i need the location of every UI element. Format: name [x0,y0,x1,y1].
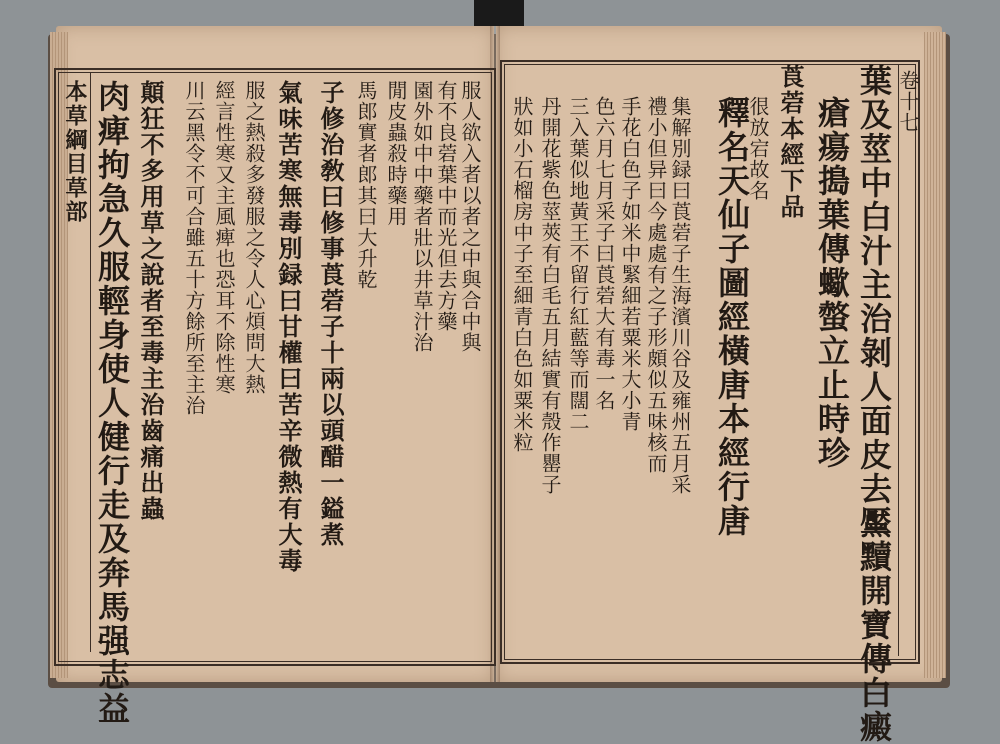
left-text-column: 馬郎實者郎其曰大升乾 [354,80,378,290]
right-margin-title: 卷十七 [896,70,920,133]
right-text-column: 葉及莖中白汁主治剝人面皮去黶黷開寶傳白癜 [855,64,893,744]
right-text-column: 很放宕故名 [746,96,770,201]
right-text-column: 三入葉似地黃王不留行紅藍等而闊二 [566,96,590,432]
left-margin-title: 本草綱目草部 [62,80,88,224]
right-text-column: 丹開花紫色莖莢有白毛五月結實有殼作罌子 [538,96,562,495]
right-text-column: 狀如小石榴房中子至細青白色如粟米粒 [510,96,534,453]
left-text-column: 有不良菪葉中而光但去方藥 [434,80,458,332]
right-text-column: 瘡瘍搗葉傳蠍螫立止時珍 [813,96,851,470]
left-text-column: 子修治敎曰修事莨菪子十兩以頭醋一鎰煮 [316,80,345,548]
right-text-column: 禮小但异曰今處處有之子形頗似五味核而 [644,96,668,474]
left-text-column: 經言性寒又主風痺也恐耳不除性寒 [212,80,236,395]
right-text-column: 集解別録曰莨菪子生海濱川谷及雍州五月采 [668,96,692,495]
right-text-column: 釋名天仙子圖經橫唐本經行唐 [713,96,751,538]
left-text-column: 服之熱殺多發服之令人心煩問大熱 [242,80,266,395]
right-margin-title-box [898,64,919,656]
left-text-column: 顛狂不多用草之說者至毒主治齒痛出蟲 [136,80,165,522]
right-text-column: 手花白色子如米中緊細若粟米大小青 [618,96,642,432]
left-text-column: 氣味苦寒無毒別録曰甘權曰苦辛微熱有大毒 [274,80,303,574]
left-text-column: 川云黑令不可合雖五十方餘所至主治 [182,80,206,416]
left-text-column: 閒皮蟲殺時藥用 [384,80,408,227]
left-text-column: 園外如中中藥者壯以井草汁治 [410,80,434,353]
right-text-column: 色六月七月采子曰莨菪大有毒一名 [592,96,616,411]
left-text-column: 肉痺拘急久服輕身使人健行走及奔馬强志益 [93,80,131,726]
right-page-stack [924,32,946,678]
bookmark-ribbon [474,0,524,26]
left-text-column: 服人欲入者以者之中與合中與 [458,80,482,353]
right-text-column: 莨菪本經下品 [776,64,805,220]
